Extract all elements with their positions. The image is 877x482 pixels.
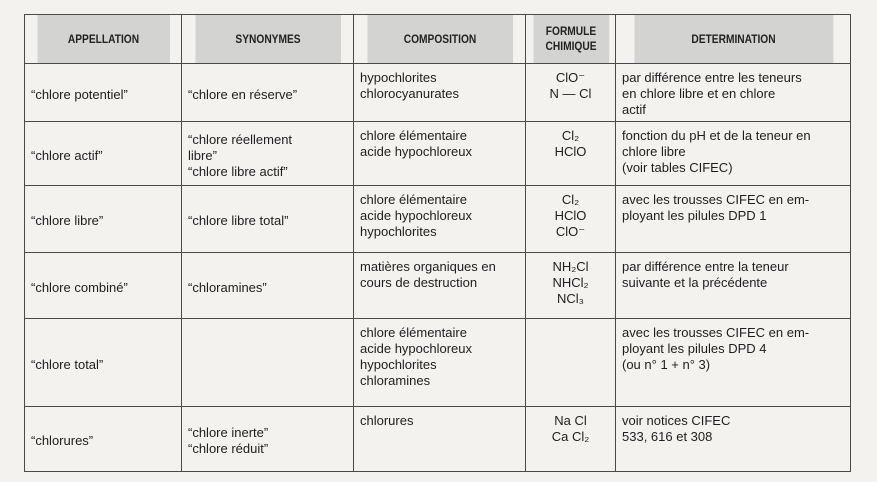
cell-composition-line: acide hypochloreux [360,208,473,223]
cell-determination [616,186,851,253]
cell-synonymes [182,253,354,319]
cell-formule-line: NCl₃ [557,291,584,306]
cell-synonymes-line: “chlore réduit” [188,441,269,456]
header-composition: COMPOSITION [366,15,512,64]
cell-determination [616,64,851,122]
cell-appellation-line: “chlore actif” [31,147,103,163]
cell-determination-line: (ou n° 1 + n° 3) [622,357,711,372]
table-body [25,64,851,472]
cell-determination-line: par différence entre la teneur [622,259,789,274]
cell-formule-line: Cl₂ [561,128,580,143]
table-row [25,407,851,472]
cell-formule-line: Na Cl [554,413,587,428]
cell-synonymes [182,64,354,122]
cell-determination-line: 533, 616 et 308 [622,429,713,444]
cell-appellation-line: “chlore combiné” [31,279,128,295]
header-row [25,15,851,64]
cell-determination [616,122,851,186]
cell-determination [616,319,851,407]
cell-appellation [25,253,182,319]
cell-composition-line: acide hypochloreux [360,144,473,159]
header-synonymes: SYNONYMES [194,15,340,64]
header-formule-line1: FORMULE [545,24,596,38]
cell-determination-line: suivante et la précédente [622,275,768,290]
cell-formule [526,122,616,186]
table-row [25,186,851,253]
cell-synonymes [182,122,354,186]
cell-formule-line: ClO⁻ [555,224,586,239]
cell-composition-line: acide hypochloreux [360,341,473,356]
cell-appellation-line: “chlore potentiel” [31,86,128,102]
cell-composition [354,186,526,253]
cell-formule-line: Ca Cl₂ [551,429,590,444]
cell-determination-line: (voir tables CIFEC) [622,160,733,175]
cell-appellation [25,319,182,407]
cell-formule [526,253,616,319]
cell-synonymes [182,319,354,407]
cell-determination-line: ployant les pilules DPD 4 [622,341,767,356]
cell-determination-line: actif [622,102,646,117]
cell-determination [616,253,851,319]
cell-appellation-line: “chlore libre” [31,213,104,228]
header-formule [532,15,609,64]
cell-composition-line: matières organiques en [360,259,496,274]
cell-synonymes-line: “chlore libre total” [188,213,289,228]
cell-determination-line: fonction du pH et de la teneur en [622,128,811,143]
cell-composition-line: hypochlorites [360,70,437,85]
cell-composition-line: chlore élémentaire [360,192,467,207]
cell-synonymes-line: libre” [188,147,217,163]
cell-synonymes-line: “chlore en réserve” [188,86,298,102]
cell-appellation [25,186,182,253]
cell-formule-line: HClO [554,144,587,159]
cell-synonymes [182,186,354,253]
cell-formule-line: Cl₂ [561,192,580,207]
chlorine-table [24,14,851,472]
cell-formule [526,186,616,253]
cell-synonymes-line: “chloramines” [188,279,267,295]
cell-composition-line: chlore élémentaire [360,128,467,143]
header-appellation: APPELLATION [36,15,169,64]
cell-synonymes-line: “chlore libre actif” [188,163,288,179]
cell-determination-line: en chlore libre et en chlore [622,86,776,101]
cell-composition-line: hypochlorites [360,224,437,239]
cell-composition-line: chlorocyanurates [360,86,459,101]
cell-formule [526,319,616,407]
cell-appellation-line: “chlore total” [31,356,104,372]
cell-composition [354,319,526,407]
cell-determination-line: ployant les pilules DPD 1 [622,208,767,223]
cell-formule-line: N — Cl [549,86,592,101]
header-determination: DETERMINATION [633,15,833,64]
cell-formule-line: NH₂Cl [552,259,589,274]
cell-determination-line: avec les trousses CIFEC en em- [622,325,810,340]
cell-determination-line: avec les trousses CIFEC en em- [622,192,810,207]
cell-appellation [25,407,182,472]
cell-determination-line: par différence entre les teneurs [622,70,802,85]
cell-composition-line: hypochlorites [360,357,437,372]
cell-appellation [25,64,182,122]
header-formule-line2: CHIMIQUE [545,39,596,53]
cell-formule [526,64,616,122]
cell-determination [616,407,851,472]
cell-determination-line: chlore libre [622,144,686,159]
cell-composition-line: chlore élémentaire [360,325,467,340]
cell-synonymes [182,407,354,472]
cell-appellation-line: “chlorures” [31,433,94,448]
cell-composition-line: chloramines [360,373,431,388]
table-row [25,64,851,122]
cell-composition [354,64,526,122]
cell-synonymes-line: “chlore inerte” [188,425,269,440]
cell-composition [354,253,526,319]
cell-appellation [25,122,182,186]
table-row [25,319,851,407]
table-row [25,253,851,319]
cell-formule-line: NHCl₂ [552,275,589,290]
cell-composition-line: chlorures [360,413,414,428]
cell-synonymes-line: “chlore réellement [188,131,293,147]
cell-composition-line: cours de destruction [360,275,478,290]
cell-formule-line: HClO [554,208,587,223]
cell-determination-line: voir notices CIFEC [622,413,731,428]
cell-composition [354,122,526,186]
cell-composition [354,407,526,472]
cell-formule-line: ClO⁻ [555,70,586,85]
cell-formule [526,407,616,472]
table-row [25,122,851,186]
